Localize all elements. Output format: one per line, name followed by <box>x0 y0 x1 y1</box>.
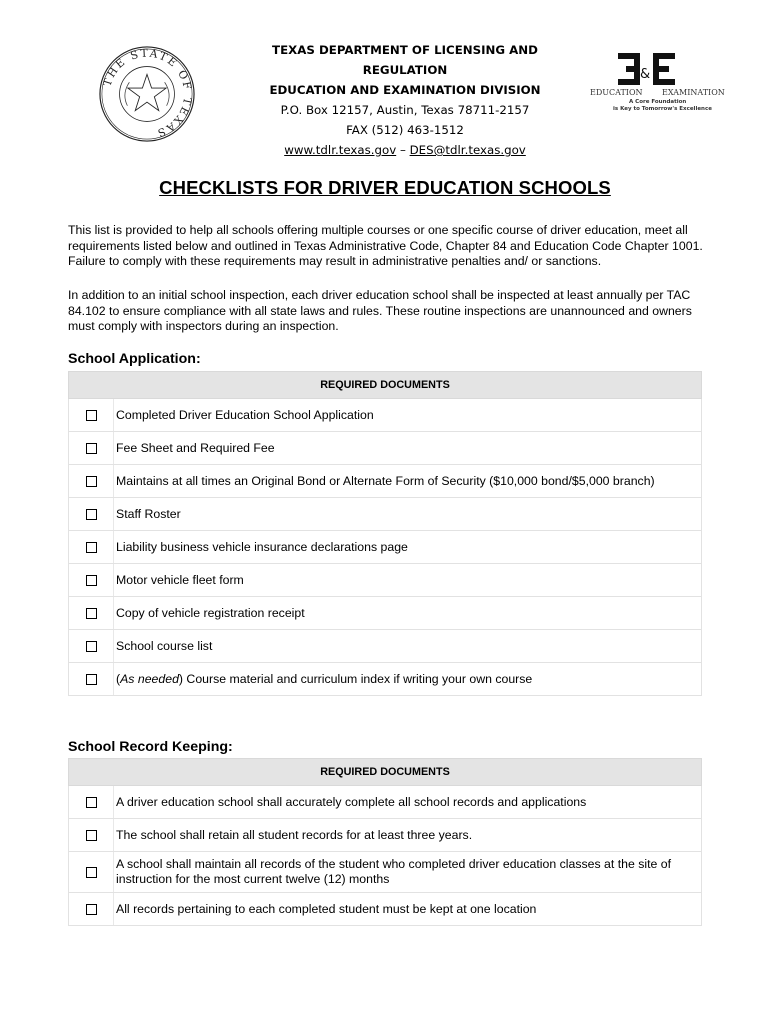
table-row <box>69 819 702 852</box>
table-row <box>69 852 702 893</box>
as-needed-note: As needed <box>120 671 179 686</box>
checkbox[interactable] <box>86 476 97 487</box>
checkbox[interactable] <box>86 410 97 421</box>
checkbox[interactable] <box>86 830 97 841</box>
application-checklist-table <box>68 371 702 696</box>
table-row <box>69 465 702 498</box>
checklist-item-label: Motor vehicle fleet form <box>114 564 702 597</box>
section-heading-record-keeping: School Record Keeping: <box>68 739 233 755</box>
checklist-item-label: Completed Driver Education School Application <box>114 399 702 432</box>
checkbox[interactable] <box>86 641 97 652</box>
checklist-item-label: Fee Sheet and Required Fee <box>114 432 702 465</box>
logo-tagline-1: A Core Foundation <box>629 99 687 105</box>
table-header: REQUIRED DOCUMENTS <box>69 759 702 786</box>
table-row <box>69 663 702 696</box>
logo-label-right: EXAMINATION <box>662 88 725 97</box>
checkbox[interactable] <box>86 904 97 915</box>
checkbox[interactable] <box>86 867 97 878</box>
logo-label-left: EDUCATION <box>590 88 643 97</box>
svg-text:THE STATE OF TEXAS: THE STATE OF TEXAS <box>100 46 195 141</box>
table-row <box>69 498 702 531</box>
checklist-item-label: Maintains at all times an Original Bond or Alternate Form of Security ($10,000 bond/$5,000 branch) <box>114 465 702 498</box>
contact-line <box>230 140 580 160</box>
section-heading-application: School Application: <box>68 351 201 367</box>
checkbox[interactable] <box>86 674 97 685</box>
org-name: TEXAS DEPARTMENT OF LICENSING AND REGULATION <box>272 43 538 77</box>
table-row <box>69 893 702 926</box>
mailing-address: P.O. Box 12157, Austin, Texas 78711-2157 <box>280 103 530 117</box>
letterhead <box>230 40 580 160</box>
intro-paragraph-1: This list is provided to help all schools offering multiple courses or one specific course of driver education, meet all requirements listed below and outlined in Texas Administrative Code, Chapter 84 and Education Code Chapter 1001. Failure to comply with these requirements may result in administrative penalties and/ or sanctions. <box>68 223 703 268</box>
checkbox[interactable] <box>86 608 97 619</box>
education-examination-logo-icon <box>585 48 725 118</box>
table-row <box>69 531 702 564</box>
checklist-item-label: The school shall retain all student records for at least three years. <box>114 819 702 852</box>
contact-separator: – <box>399 143 406 157</box>
table-row <box>69 432 702 465</box>
item-rest: ) Course material and curriculum index if writing your own course <box>178 671 533 686</box>
svg-text:&: & <box>640 67 651 82</box>
table-row <box>69 597 702 630</box>
checklist-item-label: School course list <box>114 630 702 663</box>
record-keeping-checklist-table <box>68 758 702 926</box>
checkbox[interactable] <box>86 443 97 454</box>
table-row <box>69 786 702 819</box>
checkbox[interactable] <box>86 575 97 586</box>
website-link[interactable]: www.tdlr.texas.gov <box>284 143 397 157</box>
checklist-item-label: A school shall maintain all records of the student who completed driver education classes at the site of instruction for the most current twelve (12) months <box>114 852 702 893</box>
page-title: CHECKLISTS FOR DRIVER EDUCATION SCHOOLS <box>159 177 611 198</box>
checklist-item-label: Copy of vehicle registration receipt <box>114 597 702 630</box>
checklist-item-label: Liability business vehicle insurance declarations page <box>114 531 702 564</box>
logo-tagline-2: is Key to Tomorrow's Excellence <box>613 106 712 112</box>
checklist-item-label: All records pertaining to each completed student must be kept at one location <box>114 893 702 926</box>
fax-number: FAX (512) 463-1512 <box>346 123 464 137</box>
item-prefix: ( <box>116 671 121 686</box>
intro-paragraph-2: In addition to an initial school inspection, each driver education school shall be inspected at least annually per TAC 84.102 to ensure compliance with all state laws and rules. These routine inspections are unannounced and owners must comply with inspectors during an inspection. <box>68 288 692 333</box>
checkbox[interactable] <box>86 509 97 520</box>
division-name: EDUCATION AND EXAMINATION DIVISION <box>269 83 541 97</box>
table-row <box>69 630 702 663</box>
table-header: REQUIRED DOCUMENTS <box>69 372 702 399</box>
checklist-item-label: Staff Roster <box>114 498 702 531</box>
table-row <box>69 564 702 597</box>
texas-seal-icon <box>98 45 196 143</box>
checkbox[interactable] <box>86 542 97 553</box>
checkbox[interactable] <box>86 797 97 808</box>
email-link[interactable]: DES@tdlr.texas.gov <box>409 143 526 157</box>
checklist-item-label <box>114 663 702 696</box>
table-row <box>69 399 702 432</box>
checklist-item-label: A driver education school shall accurately complete all school records and applications <box>114 786 702 819</box>
